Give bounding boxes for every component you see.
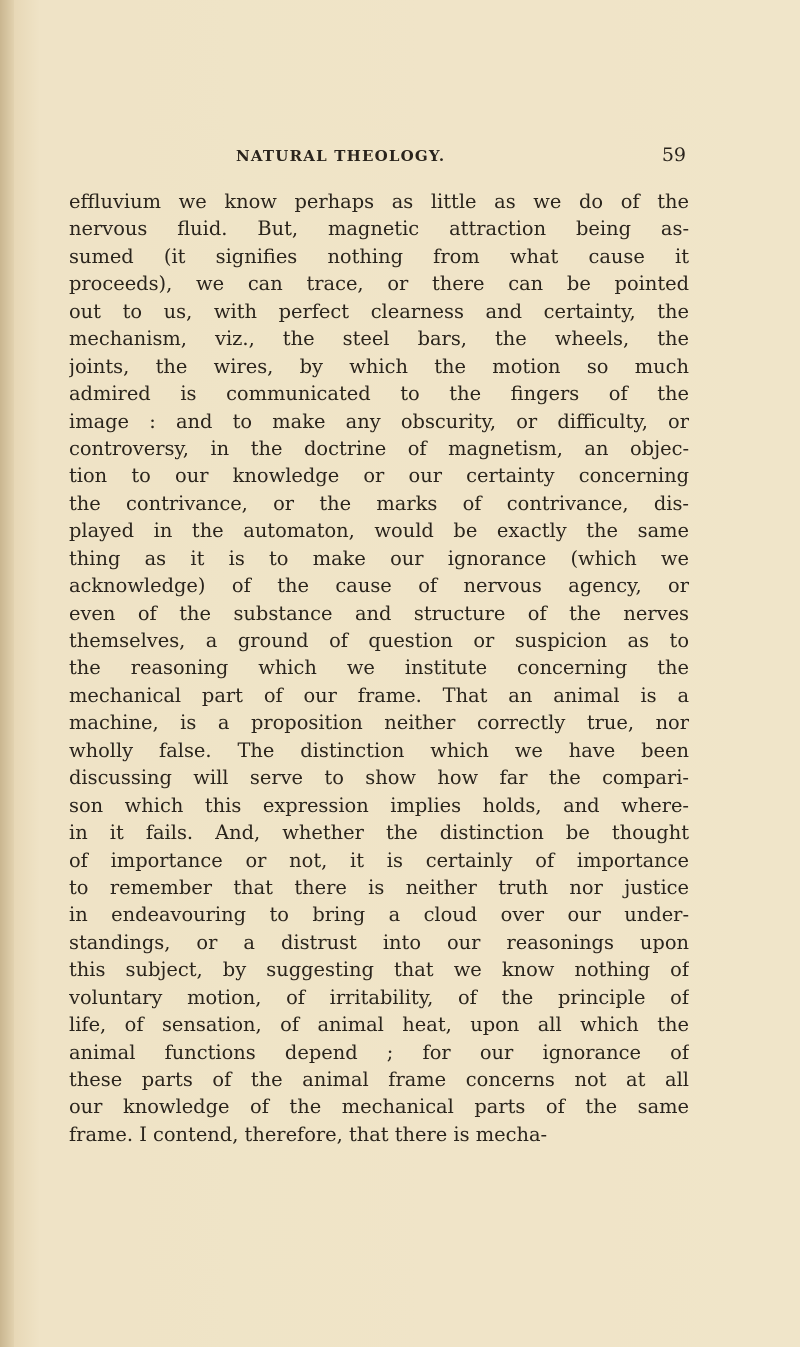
page-number: 59 bbox=[661, 144, 686, 166]
text-line: image : and to make any obscurity, or difficulty, or bbox=[69, 409, 689, 433]
text-line: of importance or not, it is certainly of importance bbox=[69, 848, 689, 872]
text-line: played in the automaton, would be exactly the same bbox=[69, 519, 689, 543]
running-header bbox=[236, 144, 686, 171]
text-line: sumed (it signifies nothing from what cause it bbox=[69, 244, 689, 268]
text-line: son which this expression implies holds, and where- bbox=[69, 793, 689, 817]
text-line: proceeds), we can trace, or there can be pointed bbox=[69, 272, 689, 296]
text-line: thing as it is to make our ignorance (which we bbox=[69, 546, 689, 570]
text-line: acknowledge) of the cause of nervous agency, or bbox=[69, 574, 689, 598]
text-line: wholly false. The distinction which we have been bbox=[69, 738, 689, 762]
text-line: nervous fluid. But, magnetic attraction being as- bbox=[69, 217, 689, 241]
text-line: voluntary motion, of irritability, of the principle of bbox=[69, 985, 689, 1009]
text-line: this subject, by suggesting that we know nothing of bbox=[69, 958, 689, 982]
text-line: discussing will serve to show how far the compari- bbox=[69, 766, 689, 790]
text-line: mechanism, viz., the steel bars, the wheels, the bbox=[69, 327, 689, 351]
text-line: the contrivance, or the marks of contrivance, dis- bbox=[69, 491, 689, 515]
text-line: animal functions depend ; for our ignorance of bbox=[69, 1040, 689, 1064]
text-line: to remember that there is neither truth nor justice bbox=[69, 875, 689, 899]
text-line: joints, the wires, by which the motion so much bbox=[69, 354, 689, 378]
page-gutter-shadow bbox=[0, 0, 14, 1347]
text-line: controversy, in the doctrine of magnetism, an objec- bbox=[69, 436, 689, 460]
text-line: in it fails. And, whether the distinction be thought bbox=[69, 821, 689, 845]
body-paragraph bbox=[69, 188, 689, 1148]
text-line: standings, or a distrust into our reasonings upon bbox=[69, 930, 689, 954]
text-line: the reasoning which we institute concerning the bbox=[69, 656, 689, 680]
text-line: out to us, with perfect clearness and certainty, the bbox=[69, 299, 689, 323]
text-line: frame. I contend, therefore, that there is mecha- bbox=[69, 1122, 548, 1146]
text-line: these parts of the animal frame concerns not at all bbox=[69, 1068, 689, 1091]
text-line: life, of sensation, of animal heat, upon all which the bbox=[69, 1013, 689, 1037]
text-line: admired is communicated to the fingers of the bbox=[69, 382, 689, 406]
text-line: our knowledge of the mechanical parts of the same bbox=[69, 1095, 689, 1119]
text-line: effluvium we know perhaps as little as we do of the bbox=[69, 190, 689, 213]
text-line: in endeavouring to bring a cloud over our under- bbox=[69, 903, 689, 927]
text-line: even of the substance and structure of the nerves bbox=[69, 601, 689, 625]
text-line: themselves, a ground of question or suspicion as to bbox=[69, 629, 689, 652]
text-line: mechanical part of our frame. That an animal is a bbox=[69, 683, 689, 707]
text-line: tion to our knowledge or our certainty concerning bbox=[69, 464, 689, 488]
running-head-title: NATURAL THEOLOGY. bbox=[236, 147, 446, 165]
text-line: machine, is a proposition neither correctly true, nor bbox=[69, 711, 689, 735]
